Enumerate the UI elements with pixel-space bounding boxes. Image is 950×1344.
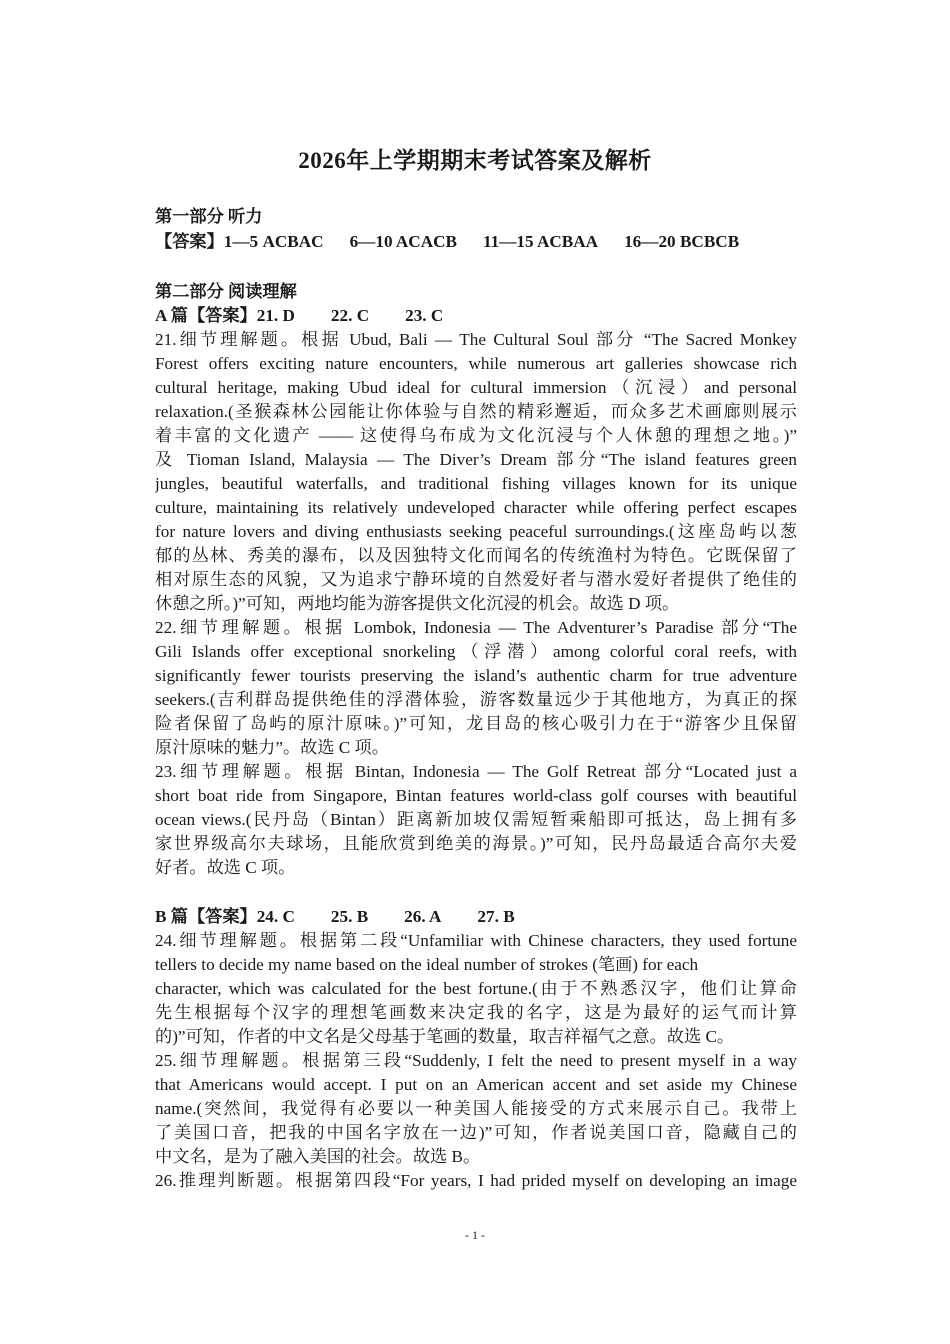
answer: 26. A [404, 907, 442, 926]
paragraph-line: 了美国口音，把我的中国名字放在一边)”可知，作者说美国口音，隐藏自己的 [155, 1123, 797, 1142]
part1-heading: 第一部分 听力 [155, 207, 263, 226]
paragraph-line: 及 Tioman Island, Malaysia — The Diver’s Dream 部分“The island features green [155, 450, 797, 469]
paragraph-line: that Americans would accept. I put on an American accent and set aside my Chinese [155, 1075, 797, 1094]
paragraph-line: 21.细节理解题。根据 Ubud, Bali — The Cultural Soul 部分 “The Sacred Monkey [155, 330, 797, 349]
page-title: 2026年上学期期末考试答案及解析 [298, 148, 652, 173]
paragraph-line: name.(突然间，我觉得有必要以一种美国人能接受的方式来展示自己。我带上 [155, 1099, 797, 1118]
paragraph-line: 好者。故选 C 项。 [155, 858, 296, 877]
paragraph-line: 相对原生态的风貌，又为追求宁静环境的自然爱好者与潜水爱好者提供了绝佳的 [155, 570, 797, 589]
paragraph-line: seekers.(吉利群岛提供绝佳的浮潜体验，游客数量远少于其他地方，为真正的探 [155, 690, 797, 709]
paragraph-line: character, which was calculated for the best fortune.(由于不熟悉汉字，他们让算命 [155, 979, 797, 998]
answer-group: 6—10 ACACB [349, 232, 457, 251]
section-label: A 篇【答案】 [155, 306, 257, 325]
section-label: B 篇【答案】 [155, 907, 257, 926]
section-b-answers [155, 905, 797, 929]
paragraph-line: significantly fewer tourists preserving the island’s authentic charm for true adventure [155, 666, 797, 685]
part1-answers [155, 230, 797, 254]
answer: 21. D [256, 306, 295, 325]
paragraph-line: 22.细节理解题。根据 Lombok, Indonesia — The Adventurer’s Paradise 部分“The [155, 618, 797, 637]
answer-group: 11—15 ACBAA [483, 232, 599, 251]
answer: 27. B [477, 907, 515, 926]
answer-group: 1—5 ACBAC [223, 232, 324, 251]
paragraph-line: ocean views.(民丹岛（Bintan）距离新加坡仅需短暂乘船即可抵达，岛上拥有多 [155, 810, 797, 829]
paragraph-line: 先生根据每个汉字的理想笔画数来决定我的名字，这是为最好的运气而计算 [155, 1003, 797, 1022]
answer: 24. C [256, 907, 295, 926]
paragraph-line: 24.细节理解题。根据第二段“Unfamiliar with Chinese characters, they used fortune [155, 931, 797, 950]
paragraph-line: cultural heritage, making Ubud ideal for cultural immersion（沉浸）and personal [155, 378, 797, 397]
paragraph-line: 郁的丛林、秀美的瀑布，以及因独特文化而闻名的传统渔村为特色。它既保留了 [155, 546, 797, 565]
paragraph-line: Gili Islands offer exceptional snorkeling（浮潜）among colorful coral reefs, with [155, 642, 797, 661]
paragraph-line: 26.推理判断题。根据第四段“For years, I had prided myself on developing an image [155, 1171, 797, 1190]
paragraph-line: relaxation.(圣猴森林公园能让你体验与自然的精彩邂逅，而众多艺术画廊则展示 [155, 402, 797, 421]
paragraph-line: 休憩之所。)”可知，两地均能为游客提供文化沉浸的机会。故选 D 项。 [155, 594, 680, 613]
paragraph-line: 的)”可知，作者的中文名是父母基于笔画的数量，取吉祥福气之意。故选 C。 [155, 1027, 735, 1046]
paragraph-line: 险者保留了岛屿的原汁原味。)”可知，龙目岛的核心吸引力在于“游客少且保留 [155, 714, 797, 733]
section-a-answers [155, 304, 797, 328]
answer: 23. C [405, 306, 444, 325]
answer-group: 16—20 BCBCB [624, 232, 740, 251]
answer-tag: 【答案】 [155, 232, 224, 251]
answer: 25. B [330, 907, 369, 926]
part2-heading: 第二部分 阅读理解 [155, 282, 297, 301]
paragraph-line: jungles, beautiful waterfalls, and traditional fishing villages known for its unique [155, 474, 797, 493]
paragraph-line: tellers to decide my name based on the ideal number of strokes (笔画) for each [155, 955, 699, 974]
paragraph-line: 着丰富的文化遗产 —— 这使得乌布成为文化沉浸与个人休憩的理想之地。)” [155, 426, 797, 445]
paragraph-line: culture, maintaining its relatively undeveloped character while offering perfect escapes [155, 498, 797, 517]
paragraph-line: Forest offers exciting nature encounters, while numerous art galleries showcase rich [155, 354, 797, 373]
paragraph-line: 23.细节理解题。根据 Bintan, Indonesia — The Golf Retreat 部分“Located just a [155, 762, 797, 781]
paragraph-line: for nature lovers and diving enthusiasts seeking peaceful surroundings.(这座岛屿以葱 [155, 522, 797, 541]
answer: 22. C [330, 306, 370, 325]
paragraph-line: 25.细节理解题。根据第三段“Suddenly, I felt the need to present myself in a way [155, 1051, 797, 1070]
paragraph-line: short boat ride from Singapore, Bintan features world-class golf courses with beautiful [155, 786, 797, 805]
paragraph-line: 原汁原味的魅力”。故选 C 项。 [155, 738, 389, 757]
paragraph-line: 家世界级高尔夫球场，且能欣赏到绝美的海景。)”可知，民丹岛最适合高尔夫爱 [155, 834, 797, 853]
page-number: - 1 - [465, 1228, 485, 1242]
paragraph-line: 中文名，是为了融入美国的社会。故选 B。 [155, 1147, 481, 1166]
